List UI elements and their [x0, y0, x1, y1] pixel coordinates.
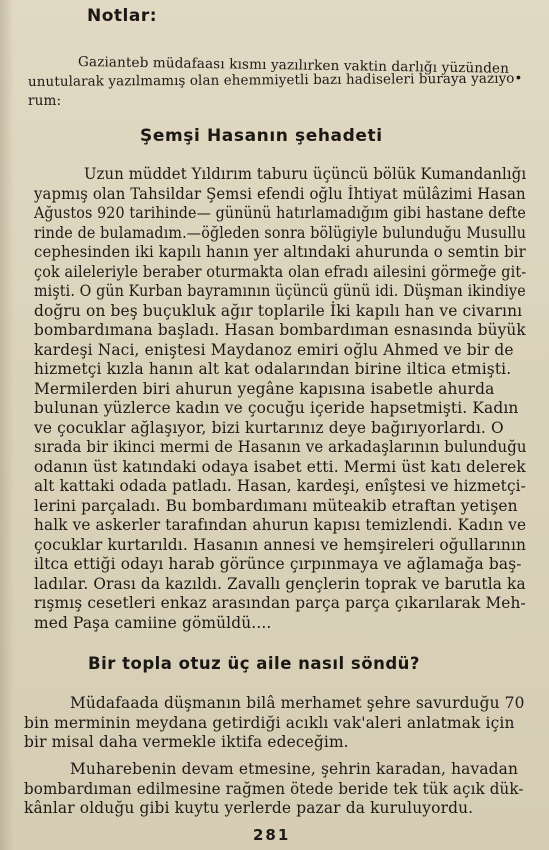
section1-body	[34, 165, 526, 635]
body-line: bulunan yüzlerce kadın ve çocuğu içeride hapsetmişti. Kadın	[34, 399, 519, 417]
body-line: yapmış olan Tahsildar Şemsi efendi oğlu İhtiyat mülâzimi Hasan	[34, 184, 526, 203]
body-line: Muharebenin devam etmesine, şehrin karadan, havadan	[70, 760, 519, 778]
body-line: cephesinden iki kapılı hanın yer altındaki ahurunda o semtin bir	[34, 243, 526, 261]
body-line: rışmış cesetleri enkaz arasından parça parça çıkarılarak Meh-	[34, 594, 526, 612]
notes-line: Gazianteb müdafaası kısmı yazılırken vaktin darlığı yüzünden	[77, 54, 510, 77]
section2-body	[24, 694, 524, 819]
body-line: kânlar olduğu gibi kuytu yerlerde pazar da kuruluyordu.	[24, 799, 474, 817]
section-title-semsi-hasan: Şemşi Hasanın şehadeti	[140, 126, 383, 146]
notes-line: unutularak yazılmamış olan ehemmiyetli bazı hadiseleri buraya yazıyo•	[27, 70, 523, 90]
page-number: 281	[253, 826, 291, 844]
body-line: iltca ettiği odayı harab görünce çırpınmaya ve ağlamağa baş-	[34, 555, 522, 573]
body-line: alt kattaki odada patladı. Hasan, kardeşi, enîştesi ve hizmetçi-	[34, 477, 526, 495]
body-line: med Paşa camiine gömüldü....	[34, 613, 272, 632]
body-line: halk ve askerler tarafından ahurun kapısı temizlendi. Kadın ve	[34, 516, 527, 534]
body-line: bir misal daha vermekle iktifa edeceğim.	[24, 733, 349, 751]
body-line: lerini parçaladı. Bu bombardımanı müteakib etraftan yetişen	[34, 496, 518, 515]
page-gutter-shadow	[0, 0, 14, 850]
body-line: bombardımana başladı. Hasan bombardıman esnasında büyük	[34, 321, 526, 339]
body-line: mişti. O gün Kurban bayramının üçüncü günü idi. Düşman ikindiye	[34, 282, 526, 300]
body-line: ladılar. Orası da kazıldı. Zavallı gençlerin toprak ve barutla ka	[34, 574, 526, 593]
body-line: Ağustos 920 tarihinde— gününü hatırlamadığım gibi hastane defte	[34, 204, 526, 222]
notes-heading: Notlar:	[87, 6, 158, 26]
body-line: rinde de bulamadım.—öğleden sonra bölügiyle bulunduğu Musullu	[34, 223, 527, 242]
notes-line: rum:	[28, 93, 62, 109]
body-line: sırada bir ikinci mermi de Hasanın ve arkadaşlarının bulunduğu	[34, 438, 527, 456]
body-line: Uzun müddet Yıldırım taburu üçüncü bölük Kumandanlığı	[84, 165, 527, 183]
body-line: Müdafaada düşmanın bilâ merhamet şehre savurduğu 70	[70, 694, 525, 712]
body-line: ve çocuklar ağlaşıyor, bizi kurtarınız deye bağırıyorlardı. O	[34, 418, 504, 437]
body-line: doğru on beş buçukluk ağır toplarile İki kapılı han ve civarını	[34, 301, 523, 320]
body-line: bin merminin meydana getirdiği acıklı vak'aleri anlatmak için	[24, 713, 515, 732]
body-line: kardeşi Naci, eniştesi Maydanoz emiri oğlu Ahmed ve bir de	[34, 340, 514, 359]
body-line: hizmetçi kızla hanın alt kat odalarından birine iltica etmişti.	[34, 360, 512, 378]
notes-paragraph	[28, 54, 523, 114]
body-line: odanın üst katındaki odaya isabet etti. Mermi üst katı delerek	[34, 457, 526, 476]
body-line: Mermilerden biri ahurun yegâne kapısına isabetle ahurda	[34, 379, 495, 398]
body-line: çocuklar kurtarıldı. Hasanın annesi ve hemşireleri oğullarının	[34, 535, 527, 554]
body-line: bombardıman edilmesine rağmen ötede beride tek tük açık dük-	[24, 779, 524, 798]
body-line: çok aileleriyle beraber oturmakta olan efradı ailesini görmeğe git-	[34, 262, 527, 281]
section-title-otuz-uc-aile: Bir topla otuz üç aile nasıl söndü?	[88, 654, 420, 673]
